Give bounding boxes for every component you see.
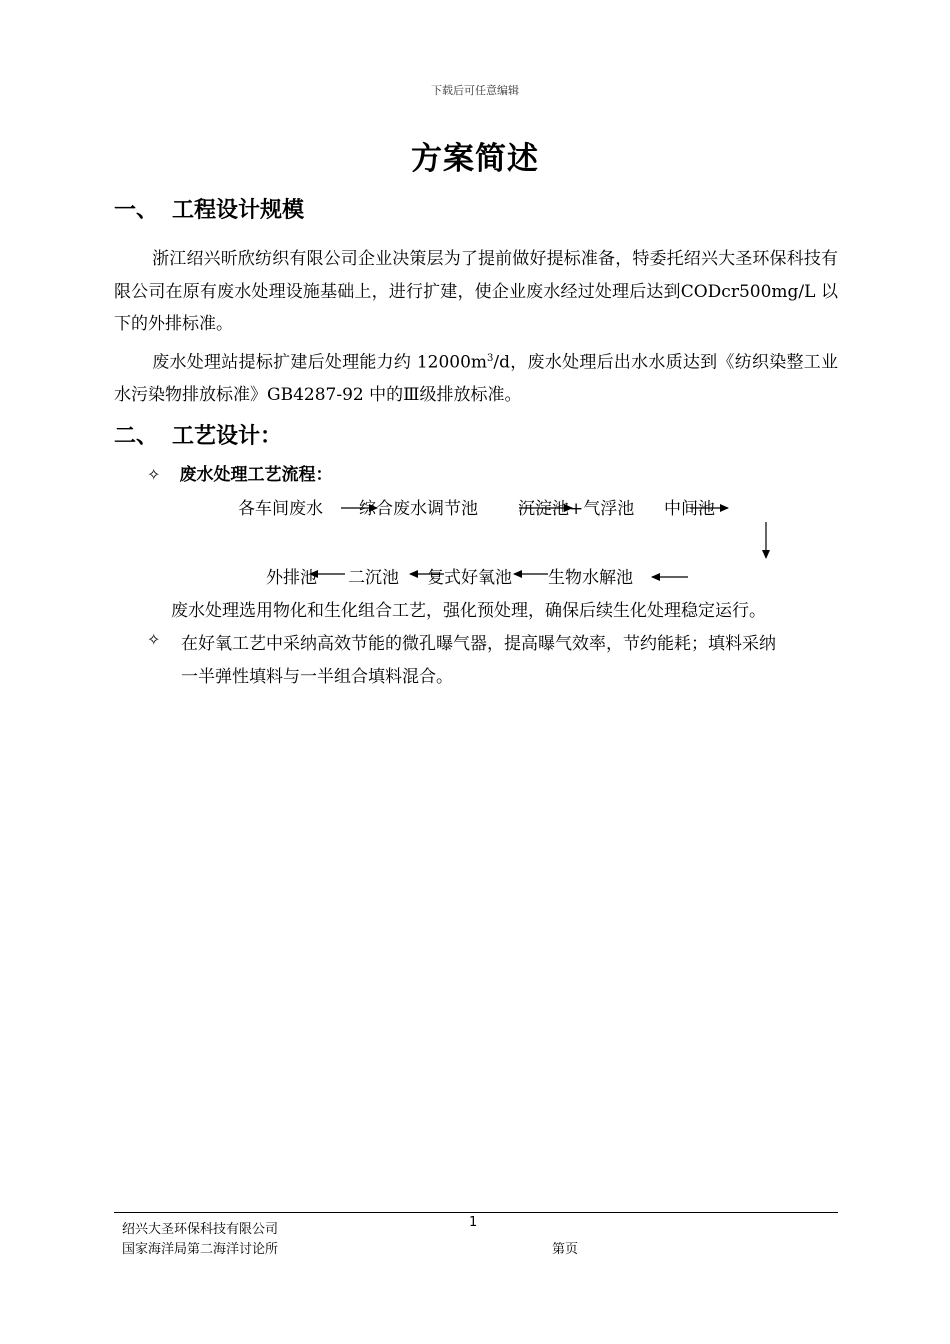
process-summary: 废水处理选用物化和生化组合工艺，强化预处理，确保后续生化处理稳定运行。 — [171, 601, 766, 621]
aeration-text-line-2: 一半弹性填料与一半组合填料混合。 — [181, 667, 453, 687]
footer-company: 绍兴大圣环保科技有限公司 — [122, 1222, 279, 1237]
section-1-number: 一、 — [114, 198, 159, 223]
capacity-text: 废水处理站提标扩建后处理能力约 12000m — [152, 352, 488, 373]
flow-node-workshop-wastewater: 各车间废水 — [238, 499, 323, 519]
flow-node-discharge-tank: 外排池 — [266, 568, 317, 588]
section-2-number: 二、 — [114, 424, 159, 449]
superscript-3: 3 — [487, 353, 494, 364]
footer-divider — [114, 1212, 838, 1213]
section-2-title: 工艺设计： — [172, 424, 283, 449]
flow-node-aerobic-tank: 复式好氧池 — [427, 568, 512, 588]
diamond-bullet-icon: ✧ — [147, 465, 161, 484]
page-title: 方案简述 — [411, 141, 539, 177]
flow-node-intermediate-tank: 中间池 — [664, 499, 715, 519]
aeration-text-line-1: 在好氧工艺中采纳高效节能的微孔曝气器，提高曝气效率，节约能耗；填料采纳 — [181, 634, 776, 654]
flow-node-hydrolysis-tank: 生物水解池 — [548, 568, 633, 588]
footer-institute: 国家海洋局第二海洋讨论所 — [122, 1242, 279, 1257]
process-flow-title: 废水处理工艺流程： — [179, 465, 333, 485]
flow-node-equalization-tank: 综合废水调节池 — [359, 499, 478, 519]
aeration-bullet — [147, 630, 160, 649]
header-note: 下载后可任意编辑 — [431, 84, 519, 97]
footer-page-number: 1 — [469, 1215, 478, 1230]
flow-node-sedimentation-flotation: 沉淀池+气浮池 — [518, 499, 635, 519]
diamond-bullet-icon: ✧ — [147, 630, 161, 649]
flow-node-secondary-clarifier: 二沉池 — [348, 568, 399, 588]
section-1-title: 工程设计规模 — [172, 198, 305, 223]
section-1-paragraph-1-text: 浙江绍兴昕欣纺织有限公司企业决策层为了提前做好提标准备，特委托绍兴大圣环保科技有限公司在原有废水处理设施基础上，进行扩建，使企业废水经过处理后达到CODcr500mg/L 以下的外排标准。 — [114, 249, 838, 334]
footer-page-label: 第页 — [552, 1242, 579, 1257]
standard-text: /d，废水处理后出水水质达到《纺织染整工业水污染物排放标准》GB4287-92 中的Ⅲ级排放标准。 — [114, 352, 838, 406]
